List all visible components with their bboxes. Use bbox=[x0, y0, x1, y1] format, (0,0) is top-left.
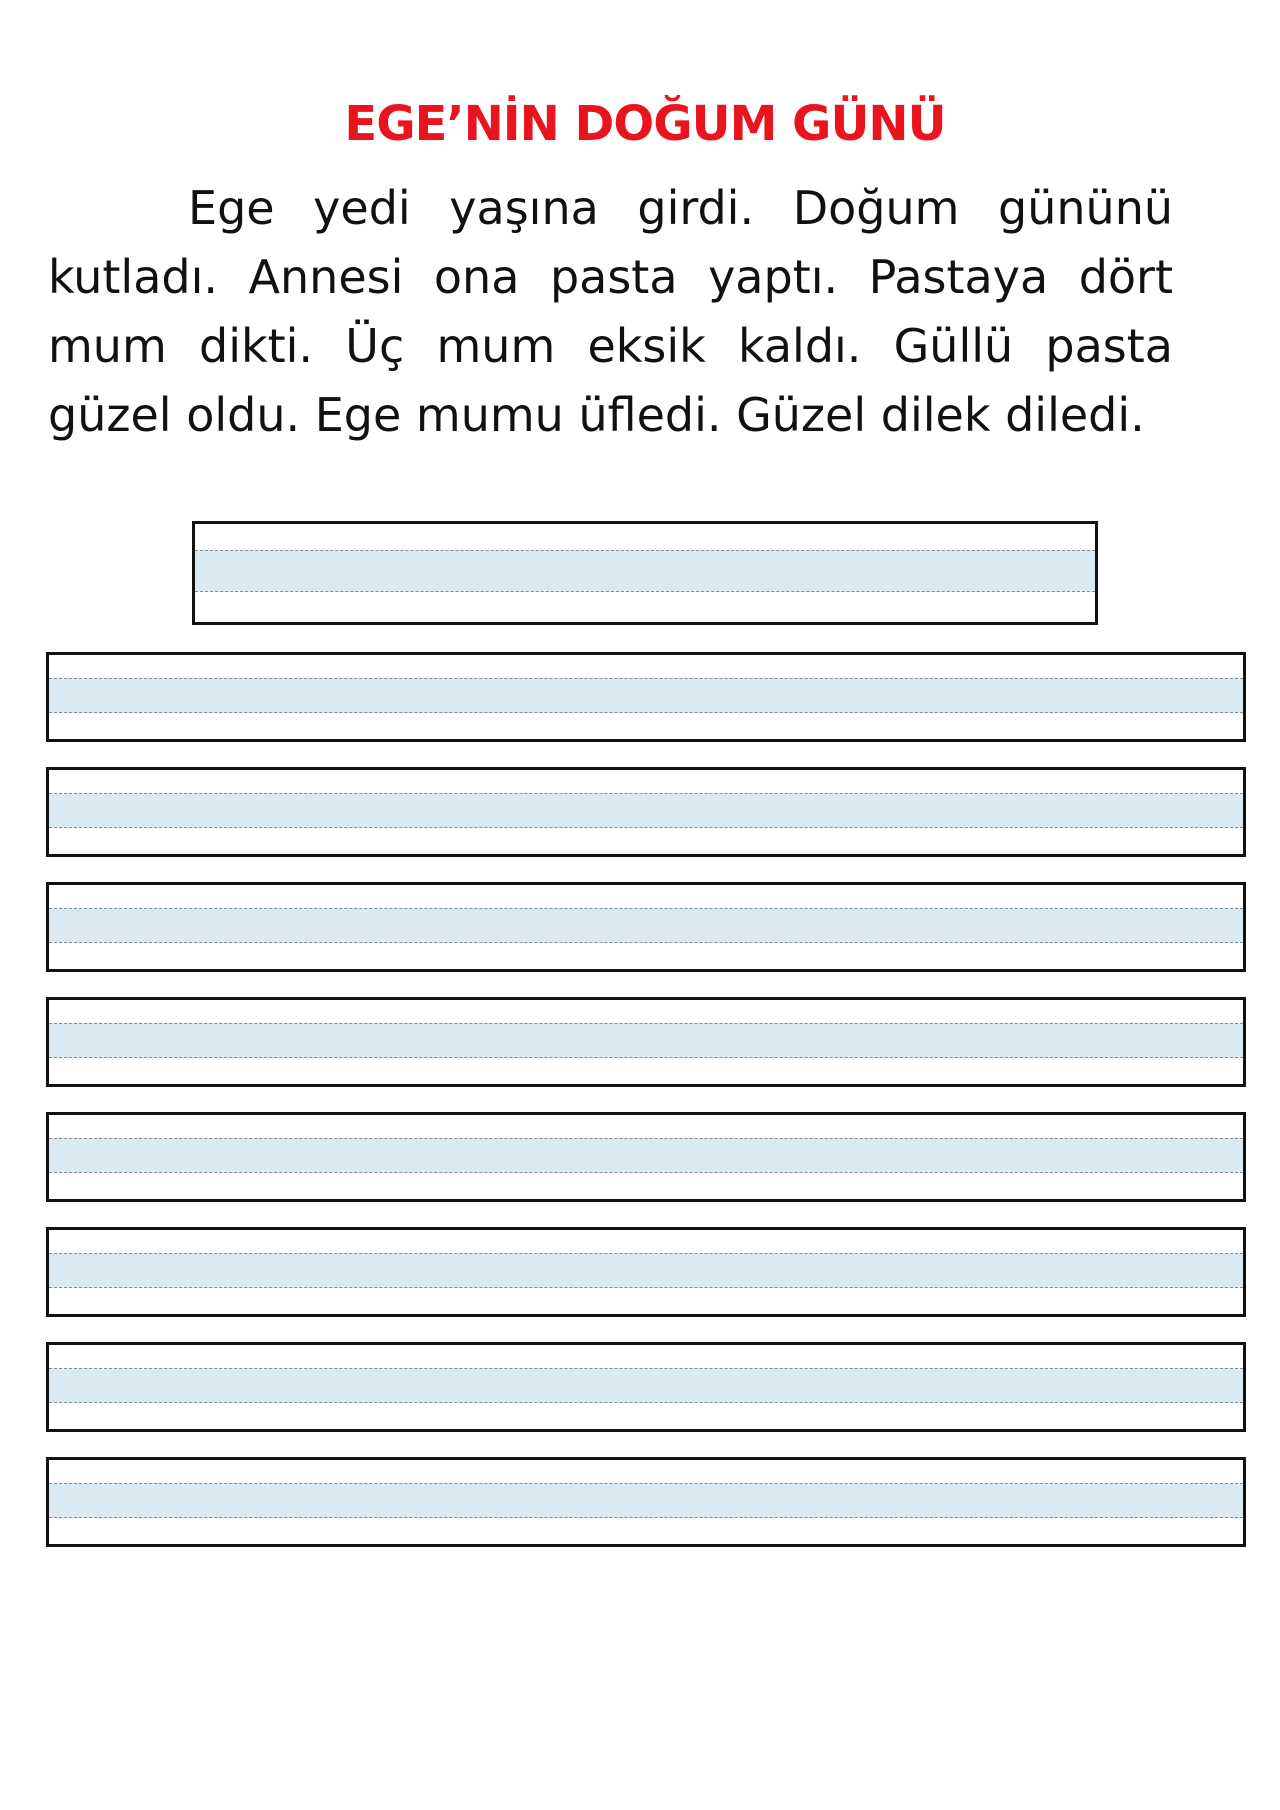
guide-band bbox=[49, 1023, 1243, 1058]
writing-line-5[interactable] bbox=[46, 1112, 1246, 1202]
guide-band bbox=[49, 1483, 1243, 1518]
story-paragraph: Ege yedi yaşına girdi. Doğum gününü kutladı. Annesi ona pasta yaptı. Pastaya dört mum dikti. Üç mum eksik kaldı. Güllü pasta güzel oldu. Ege mumu üfledi. Güzel dilek diledi. bbox=[48, 181, 1173, 442]
writing-lines bbox=[46, 652, 1246, 1572]
guide-band bbox=[195, 550, 1095, 591]
guide-band bbox=[49, 1368, 1243, 1403]
writing-line-2[interactable] bbox=[46, 767, 1246, 857]
guide-band bbox=[49, 1253, 1243, 1288]
guide-band bbox=[49, 678, 1243, 713]
guide-band bbox=[49, 793, 1243, 828]
writing-line-4[interactable] bbox=[46, 997, 1246, 1087]
guide-band bbox=[49, 908, 1243, 943]
title-writing-line[interactable] bbox=[192, 521, 1098, 625]
writing-line-6[interactable] bbox=[46, 1227, 1246, 1317]
worksheet-title: EGE’NİN DOĞUM GÜNÜ bbox=[344, 96, 946, 152]
writing-line-1[interactable] bbox=[46, 652, 1246, 742]
writing-line-3[interactable] bbox=[46, 882, 1246, 972]
writing-line-7[interactable] bbox=[46, 1342, 1246, 1432]
guide-band bbox=[49, 1138, 1243, 1173]
writing-line-8[interactable] bbox=[46, 1457, 1246, 1547]
